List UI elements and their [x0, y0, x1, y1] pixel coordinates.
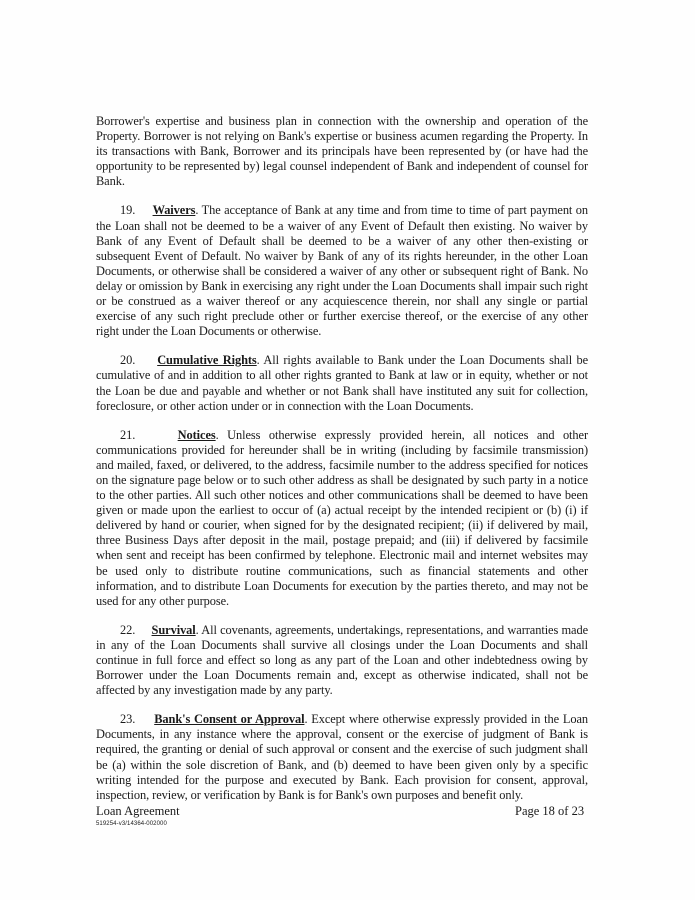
section-text: . Except where otherwise expressly provided in the Loan Documents, in any instance where the approval, consent or the exercise of judgment of Bank is required, the granting or denial of such approval or consent and the exercise of such judgment shall be (a) within the sole discretion of Bank, and (b) deemed to have been given only by a specific writing intended for the purpose and executed by Bank. Each provision for consent, approval, inspection, review, or verification by Bank is for Bank's own purposes and benefit only. — [96, 712, 588, 802]
section-heading: Survival — [151, 622, 196, 637]
section-text: . All rights available to Bank under the Loan Documents shall be cumulative of and in addition to all other rights granted to Bank at law or in equity, whether or not the Loan be due and payable and whether or not Bank shall have instituted any suit for collection, foreclosure, or other action under or in connection with the Loan Documents. — [96, 353, 588, 413]
section-number: 20. — [120, 353, 136, 368]
section-text: . All covenants, agreements, undertakings, representations, and warranties made in any of the Loan Documents shall survive all closings under the Loan Documents and shall continue in full force and effect so long as any part of the Loan and other indebtedness owing by Borrower under the Loan Documents remain and, except as otherwise indicated, shall not be affected by any investigation made by any party. — [96, 622, 588, 698]
page-number: Page 18 of 23 — [515, 804, 585, 818]
section-number: 23. — [120, 712, 136, 727]
intro-paragraph: Borrower's expertise and business plan in connection with the ownership and operation of the Property. Borrower is not relying on Bank's expertise or business acumen regarding the Property. In its transactions with Bank, Borrower and its principals have been represented by (or have had the opportunity to be represented by) legal counsel independent of Bank and independent of counsel for Bank. — [96, 114, 588, 189]
section-heading: Cumulative Rights — [157, 353, 257, 368]
section-20 — [96, 353, 588, 413]
section-heading: Bank's Consent or Approval — [154, 712, 305, 727]
section-heading: Waivers — [152, 203, 196, 218]
section-22 — [96, 623, 588, 698]
footer-title: Loan Agreement — [96, 804, 180, 818]
section-number: 22. — [120, 622, 136, 637]
section-heading: Notices — [177, 427, 216, 442]
footer-doc-code: 519254-v3/14364-002000 — [96, 821, 167, 827]
section-21 — [96, 428, 588, 609]
section-text: . Unless otherwise expressly provided herein, all notices and other communications provided for hereunder shall be in writing (including by facsimile transmission) and mailed, faxed, or delivered, to the address, facsimile number to the address specified for notices on the signature page below or to such other address as shall be designated by such party in a notice to the other parties. All such other notices and other communications shall be deemed to have been given or made upon the earliest to occur of (a) actual receipt by the intended recipient or (b) (i) if delivered by hand or courier, when signed for by the designated recipient; (ii) if delivered by mail, three Business Days after deposit in the mail, postage prepaid; and (iii) if delivered by facsimile when sent and receipt has been confirmed by telephone. Electronic mail and internet websites may be used only to distribute routine communications, such as financial statements and other information, and to distribute Loan Documents for execution by the parties thereto, and may not be used for any other purpose. — [96, 427, 589, 608]
section-19 — [96, 203, 588, 339]
section-number: 19. — [120, 203, 136, 218]
section-number: 21. — [120, 427, 136, 442]
document-body — [96, 114, 588, 817]
section-23 — [96, 712, 588, 803]
section-text: . The acceptance of Bank at any time and from time to time of part payment on the Loan shall not be deemed to be a waiver of any Event of Default then existing. No waiver by Bank of any Event of Default shall be deemed to be a waiver of any other then-existing or subsequent Event of Default. No waiver by Bank of any of its rights hereunder, in the other Loan Documents, or otherwise shall be considered a waiver of any other or subsequent right of Bank. No delay or omission by Bank in exercising any right under the Loan Documents shall impair such right or be construed as a waiver thereof or any acquiescence therein, nor shall any single or partial exercise of any such right preclude other or further exercise thereof, or the exercise of any other right under the Loan Documents or otherwise. — [96, 203, 588, 339]
